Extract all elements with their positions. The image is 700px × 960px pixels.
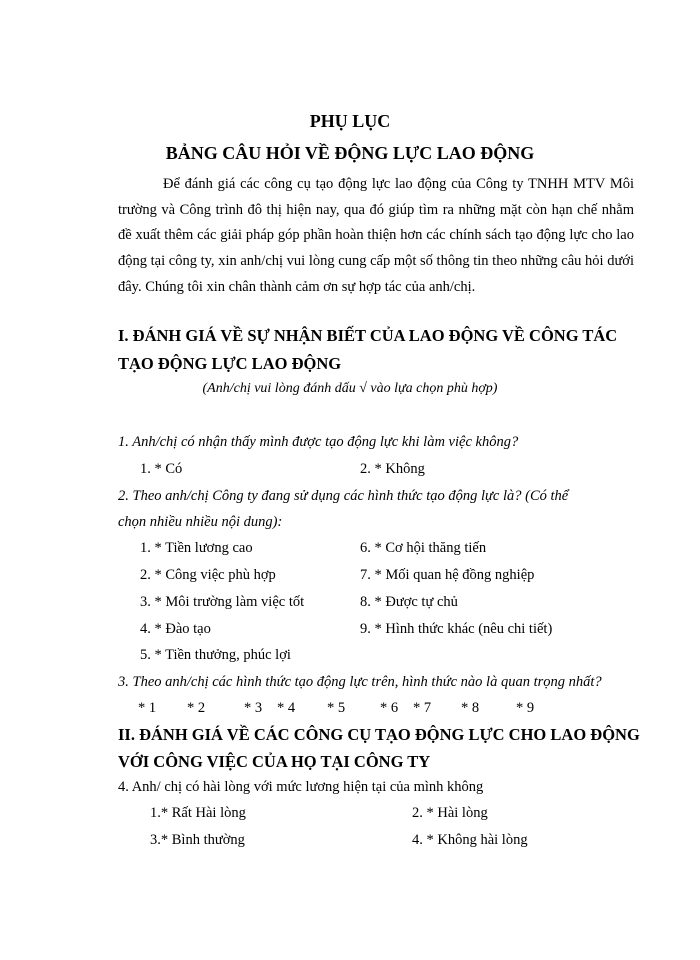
q4-option-4[interactable]: 4. * Không hài lòng bbox=[412, 832, 528, 848]
question-2-line2: chọn nhiều nhiều nội dung): bbox=[118, 514, 283, 530]
q2-option-7[interactable]: 7. * Mối quan hệ đồng nghiệp bbox=[360, 567, 535, 583]
page-title: PHỤ LỤC bbox=[309, 111, 391, 131]
q3-option-1[interactable]: * 1 bbox=[138, 700, 157, 716]
question-2-line1: 2. Theo anh/chị Công ty đang sử dụng các hình thức tạo động lực là? (Có thể bbox=[118, 488, 569, 504]
q2-option-9[interactable]: 9. * Hình thức khác (nêu chi tiết) bbox=[360, 621, 553, 637]
q1-option-1[interactable]: 1. * Có bbox=[140, 461, 183, 477]
section2-heading-line1: II. ĐÁNH GIÁ VỀ CÁC CÔNG CỤ TẠO ĐỘNG LỰC CHO LAO ĐỘNG bbox=[118, 725, 640, 744]
q3-option-9[interactable]: * 9 bbox=[516, 700, 535, 716]
q3-option-2[interactable]: * 2 bbox=[187, 700, 206, 716]
q4-option-3[interactable]: 3.* Bình thường bbox=[150, 832, 245, 848]
q3-option-8[interactable]: * 8 bbox=[461, 700, 480, 716]
q1-option-2[interactable]: 2. * Không bbox=[360, 461, 425, 477]
q3-option-6[interactable]: * 6 bbox=[380, 700, 399, 716]
q2-option-8[interactable]: 8. * Được tự chủ bbox=[360, 594, 458, 610]
section1-heading-line2: TẠO ĐỘNG LỰC LAO ĐỘNG bbox=[118, 354, 342, 373]
q2-option-5[interactable]: 5. * Tiền thưởng, phúc lợi bbox=[140, 647, 291, 663]
question-1: 1. Anh/chị có nhận thấy mình được tạo động lực khi làm việc không? bbox=[118, 434, 519, 450]
q2-option-3[interactable]: 3. * Môi trường làm việc tốt bbox=[140, 594, 305, 610]
q2-option-2[interactable]: 2. * Công việc phù hợp bbox=[140, 567, 276, 583]
intro-paragraph bbox=[118, 172, 634, 301]
q4-option-2[interactable]: 2. * Hài lòng bbox=[412, 805, 488, 821]
section1-heading-line1: I. ĐÁNH GIÁ VỀ SỰ NHẬN BIẾT CỦA LAO ĐỘNG VỀ CÔNG TÁC bbox=[118, 326, 618, 345]
question-3: 3. Theo anh/chị các hình thức tạo động lực trên, hình thức nào là quan trọng nhất? bbox=[118, 674, 602, 690]
q2-option-6[interactable]: 6. * Cơ hội thăng tiến bbox=[360, 540, 487, 556]
section1-note: (Anh/chị vui lòng đánh dấu √ vào lựa chọn phù hợp) bbox=[202, 381, 498, 396]
intro-text: Để đánh giá các công cụ tạo động lực lao động của Công ty TNHH MTV Môi trường và Công trình đô thị hiện nay, qua đó giúp tìm ra những mặt còn hạn chế nhằm đề xuất thêm các giải pháp góp phần hoàn thiện hơn các chính sách tạo động lực cho lao động tại công ty, xin anh/chị vui lòng cung cấp một số thông tin theo những câu hỏi dưới đây. Chúng tôi xin chân thành cảm ơn sự hợp tác của anh/chị. bbox=[118, 176, 634, 295]
section2-heading-line2: VỚI CÔNG VIỆC CỦA HỌ TẠI CÔNG TY bbox=[118, 752, 431, 771]
q2-option-1[interactable]: 1. * Tiền lương cao bbox=[140, 540, 253, 556]
q3-option-7[interactable]: * 7 bbox=[413, 700, 432, 716]
q3-option-4[interactable]: * 4 bbox=[277, 700, 296, 716]
page-subtitle: BẢNG CÂU HỎI VỀ ĐỘNG LỰC LAO ĐỘNG bbox=[165, 143, 535, 163]
q2-option-4[interactable]: 4. * Đào tạo bbox=[140, 621, 211, 637]
q4-option-1[interactable]: 1.* Rất Hài lòng bbox=[150, 805, 246, 821]
question-4: 4. Anh/ chị có hài lòng với mức lương hiện tại của mình không bbox=[118, 779, 484, 795]
q3-option-3[interactable]: * 3 bbox=[244, 700, 263, 716]
q3-option-5[interactable]: * 5 bbox=[327, 700, 346, 716]
